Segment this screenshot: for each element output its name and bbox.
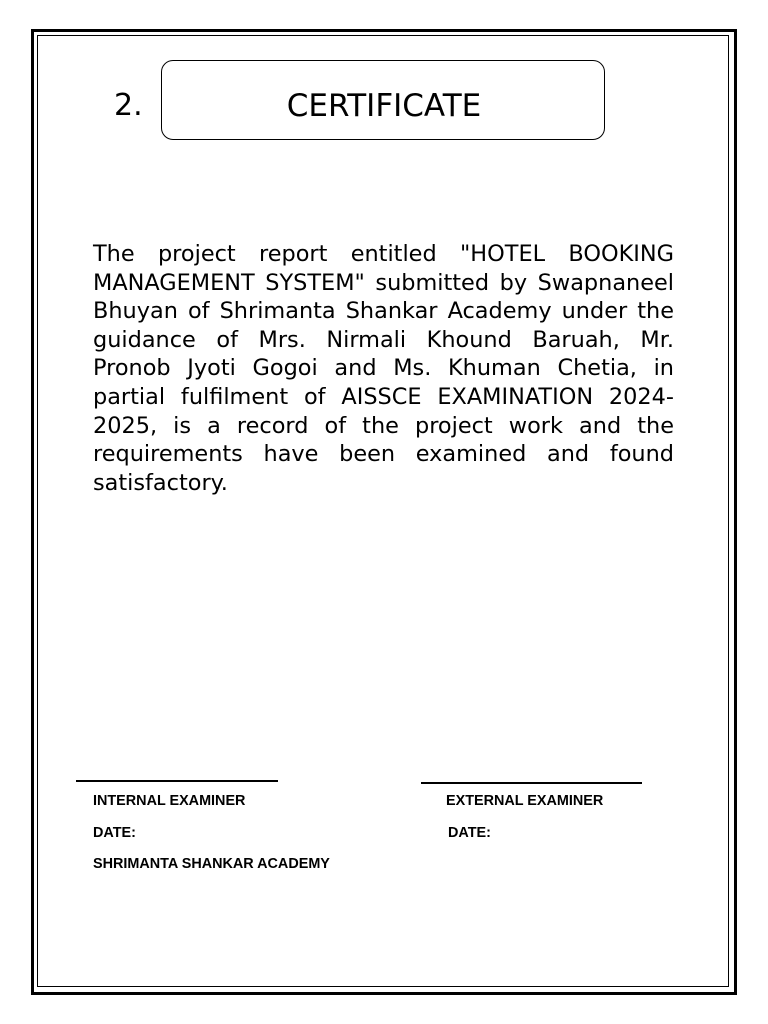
external-date-label: DATE: [448,825,491,841]
page-title: CERTIFICATE [286,88,482,124]
internal-signature-line [76,780,278,782]
certificate-paragraph: The project report entitled "HOTEL BOOKING MANAGEMENT SYSTEM" submitted by Swapnaneel Bhuyan of Shrimanta Shankar Academy under the guidance of Mrs. Nirmali Khound Baruah, Mr. Pronob Jyoti Gogoi and Ms. Khuman Chetia, in partial fulfilment of AISSCE EXAMINATION 2024-2025, is a record of the project work and the requirements have been examined and found satisfactory. [93,241,674,496]
institution-name: SHRIMANTA SHANKAR ACADEMY [93,856,330,872]
external-examiner-label: EXTERNAL EXAMINER [446,793,604,809]
internal-date-label: DATE: [93,825,136,841]
page-border-inner [37,35,729,987]
internal-examiner-label: INTERNAL EXAMINER [93,793,246,809]
title-box [161,60,605,140]
external-signature-line [421,782,642,784]
section-number: 2. [114,88,143,123]
